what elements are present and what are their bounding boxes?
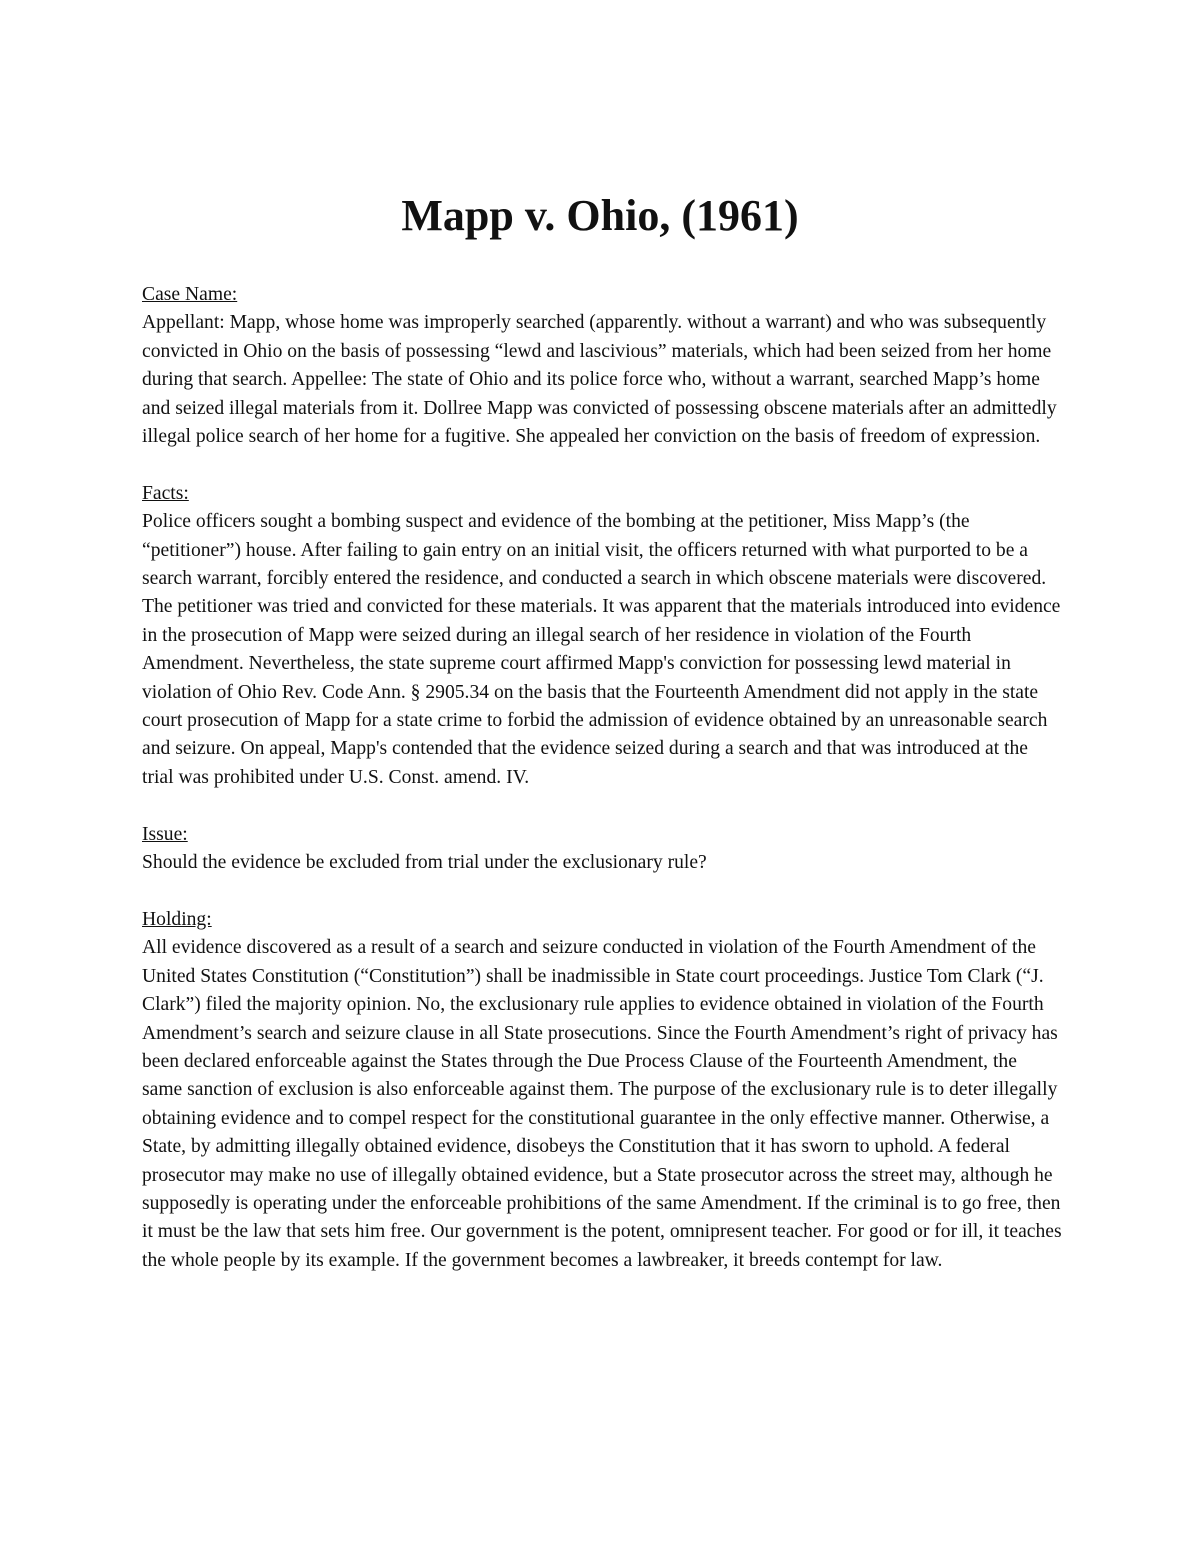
document-body	[142, 281, 1062, 1304]
section-heading: Case Name:	[142, 284, 238, 305]
section-text: All evidence discovered as a result of a search and seizure conducted in violation of the Fourth Amendment of the United States Constitution (“Constitution”) shall be inadmissible in State court proceedings. Justice Tom Clark (“J. Clark”) filed the majority opinion. No, the exclusionary rule applies to evidence obtained in violation of the Fourth Amendment’s search and seizure clause in all State prosecutions. Since the Fourth Amendment’s right of privacy has been declared enforceable against the States through the Due Process Clause of the Fourteenth Amendment, the same sanction of exclusion is also enforceable against them. The purpose of the exclusionary rule is to deter illegally obtaining evidence and to compel respect for the constitutional guarantee in the only effective manner. Otherwise, a State, by admitting illegally obtained evidence, disobeys the Constitution that it has sworn to uphold. A federal prosecutor may make no use of illegally obtained evidence, but a State prosecutor across the street may, although he supposedly is operating under the enforceable prohibitions of the same Amendment. If the criminal is to go free, then it must be the law that sets him free. Our government is the potent, omnipresent teacher. For good or for ill, it teaches the whole people by its example. If the government becomes a lawbreaker, it breeds contempt for law.	[142, 937, 1062, 1271]
section-case-name	[142, 281, 1062, 451]
section-holding	[142, 906, 1062, 1275]
section-facts	[142, 480, 1062, 792]
section-heading: Holding:	[142, 908, 212, 930]
document-title: Mapp v. Ohio, (1961)	[401, 191, 799, 240]
section-text: Appellant: Mapp, whose home was improperly searched (apparently. without a warrant) and who was subsequently convicted in Ohio on the basis of possessing “lewd and lascivious” materials, which had been seized from her home during that search. Appellee: The state of Ohio and its police force who, without a warrant, searched Mapp’s home and seized illegal materials from it. Dollree Mapp was convicted of possessing obscene materials after an admittedly illegal police search of her home for a fugitive. She appealed her conviction on the basis of freedom of expression.	[142, 312, 1057, 448]
section-text: Should the evidence be excluded from trial under the exclusionary rule?	[142, 852, 707, 874]
section-heading: Issue:	[142, 823, 188, 845]
section-text: Police officers sought a bombing suspect and evidence of the bombing at the petitioner, Miss Mapp’s (the “petitioner”) house. After failing to gain entry on an initial visit, the officers returned with what purported to be a search warrant, forcibly entered the residence, and conducted a search in which obscene materials were discovered. The petitioner was tried and convicted for these materials. It was apparent that the materials introduced into evidence in the prosecution of Mapp were seized during an illegal search of her residence in violation of the Fourth Amendment. Nevertheless, the state supreme court affirmed Mapp's conviction for possessing lewd material in violation of Ohio Rev. Code Ann. § 2905.34 on the basis that the Fourteenth Amendment did not apply in the state court prosecution of Mapp for a state crime to forbid the admission of evidence obtained by an unreasonable search and seizure. On appeal, Mapp's contended that the evidence seized during a search and that was introduced at the trial was prohibited under U.S. Const. amend. IV.	[142, 511, 1061, 788]
section-issue	[142, 821, 1062, 878]
section-heading: Facts:	[142, 482, 189, 504]
